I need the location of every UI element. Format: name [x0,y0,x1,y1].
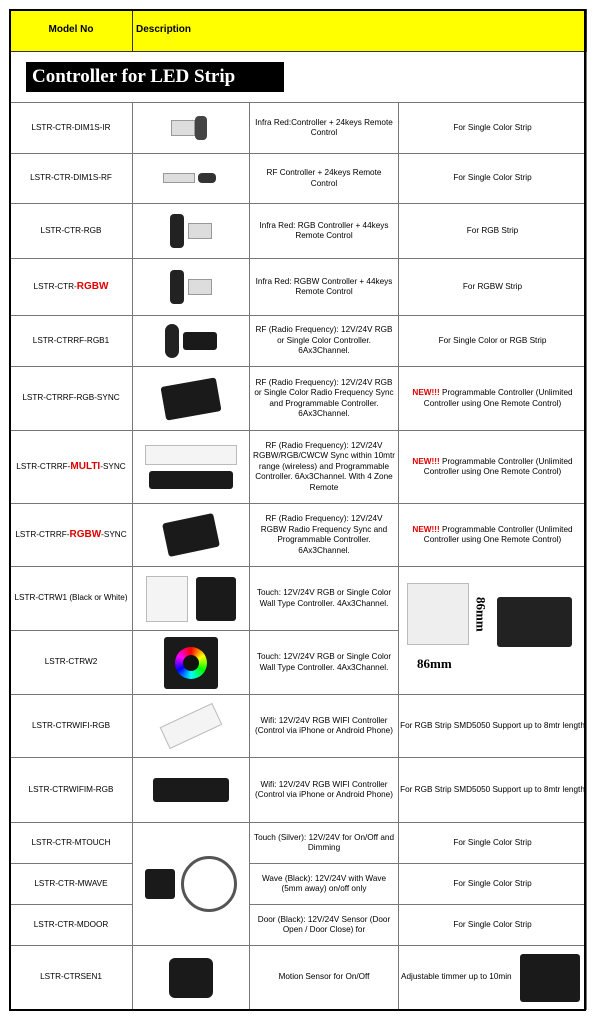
model-cell: LSTR-CTRRF-RGB-SYNC [10,367,133,431]
use-cell: For RGB Strip SMD5050 Support up to 8mtr length [399,695,587,758]
use-cell: NEW!!! Programmable Controller (Unlimited Controller using One Remote Control) [399,367,587,431]
model-cell: LSTR-CTR-MTOUCH [10,823,133,864]
model-cell: LSTR-CTRRF-RGBW-SYNC [10,504,133,567]
description-cell: Touch (Silver): 12V/24V for On/Off and Dimming [250,823,399,864]
model-cell: LSTR-CTRSEN1 [10,946,133,1010]
description-cell: RF (Radio Frequency): 12V/24V RGBW/RGB/CWCW Sync within 10mtr range (wireless) and Programmable Controller. 6Ax3Channel. With 4 Zone Remote [250,431,399,504]
page-border [9,9,586,1011]
use-cell: NEW!!! Programmable Controller (Unlimited Controller using One Remote Control) [399,431,587,504]
model-cell: LSTR-CTR-RGBW [10,259,133,316]
model-cell: LSTR-CTRWIFI-RGB [10,695,133,758]
description-cell: RF (Radio Frequency): 12V/24V RGB or Single Color Radio Frequency Sync and Programmable Controller. 6Ax3Channel. [250,367,399,431]
model-cell: LSTR-CTR-MDOOR [10,905,133,946]
header-description: Description [133,10,587,52]
description-cell: RF (Radio Frequency): 12V/24V RGB or Single Color Controller. 6Ax3Channel. [250,316,399,367]
section-title: Controller for LED Strip [26,62,284,92]
use-cell: Adjustable timmer up to 10min [399,946,587,1010]
description-cell: Infra Red:Controller + 24keys Remote Control [250,103,399,154]
model-cell: LSTR-CTRWIFIM-RGB [10,758,133,823]
use-cell: For Single Color Strip [399,864,587,905]
use-cell: For Single Color Strip [399,154,587,204]
model-cell: LSTR-CTRRF-RGB1 [10,316,133,367]
description-cell: RF Controller + 24keys Remote Control [250,154,399,204]
description-cell: Door (Black): 12V/24V Sensor (Door Open / Door Close) for [250,905,399,946]
description-cell: Wifi: 12V/24V RGB WIFI Controller (Control via iPhone or Android Phone) [250,695,399,758]
description-cell: Infra Red: RGB Controller + 44keys Remote Control [250,204,399,259]
description-cell: Motion Sensor for On/Off [250,946,399,1010]
description-cell: Wifi: 12V/24V RGB WIFI Controller (Control via iPhone or Android Phone) [250,758,399,823]
description-cell: Touch: 12V/24V RGB or Single Color Wall Type Controller. 4Ax3Channel. [250,567,399,631]
use-cell: For Single Color or RGB Strip [399,316,587,367]
width-label: 86mm [417,656,452,671]
use-cell: For Single Color Strip [399,905,587,946]
use-cell: For Single Color Strip [399,823,587,864]
header-model-no: Model No [10,10,133,52]
height-label: 86mm [473,597,489,632]
model-cell: LSTR-CTRRF-MULTI-SYNC [10,431,133,504]
description-cell: RF (Radio Frequency): 12V/24V RGBW Radio Frequency Sync and Programmable Controller. 6Ax3Channel. [250,504,399,567]
description-cell: Infra Red: RGBW Controller + 44keys Remote Control [250,259,399,316]
use-cell: For RGBW Strip [399,259,587,316]
description-cell: Touch: 12V/24V RGB or Single Color Wall Type Controller. 4Ax3Channel. [250,631,399,695]
model-cell: LSTR-CTRW1 (Black or White) [10,567,133,631]
model-cell: LSTR-CTR-DIM1S-IR [10,103,133,154]
model-cell: LSTR-CTR-RGB [10,204,133,259]
use-cell: For RGB Strip [399,204,587,259]
model-cell: LSTR-CTR-MWAVE [10,864,133,905]
use-cell: For Single Color Strip [399,103,587,154]
use-cell: For RGB Strip SMD5050 Support up to 8mtr length [399,758,587,823]
description-cell: Wave (Black): 12V/24V with Wave (5mm away) on/off only [250,864,399,905]
model-cell: LSTR-CTR-DIM1S-RF [10,154,133,204]
use-cell: NEW!!! Programmable Controller (Unlimited Controller using One Remote Control) [399,504,587,567]
model-cell: LSTR-CTRW2 [10,631,133,695]
